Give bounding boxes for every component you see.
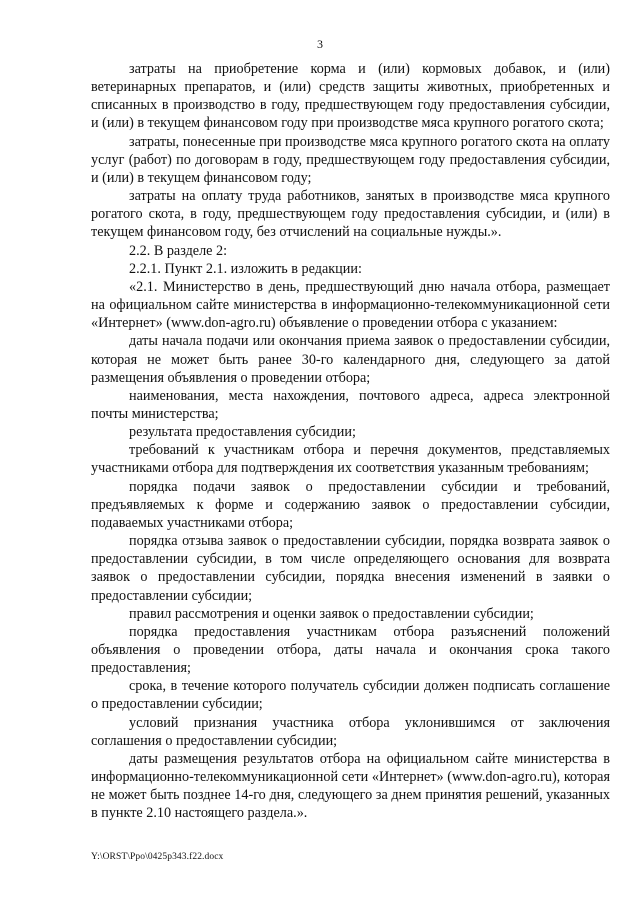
paragraph: даты начала подачи или окончания приема заявок о предоставлении субсидии, которая не может быть ранее 30-го календарного дня, следующего за датой размещения объявления о проведении отбора; xyxy=(91,333,610,386)
paragraph: порядка подачи заявок о предоставлении субсидии и требований, предъявляемых к форме и содержанию заявок о предоставлении субсидии, подаваемых участниками отбора; xyxy=(91,478,610,531)
paragraph: даты размещения результатов отбора на официальном сайте министерства в информационно-телекоммуникационной сети «Интернет» (www.don-agro.ru), которая не может быть позднее 14-го дня, следующего за днем принятия решений, указанных в пункте 2.10 настоящего раздела.». xyxy=(91,750,610,822)
footer-file-path: Y:\ORST\Ppo\0425p343.f22.docx xyxy=(91,852,224,862)
paragraph: затраты на оплату труда работников, занятых в производстве мяса крупного рогатого скота, в году, предшествующем году предоставления субсидии, и (или) в текущем финансовом году, без отчислений на социальные нужды.». xyxy=(91,188,610,241)
page-number: 3 xyxy=(317,37,323,51)
document-body xyxy=(91,60,610,823)
paragraph: затраты, понесенные при производстве мяса крупного рогатого скота на оплату услуг (работ) по договорам в году, предшествующем году предоставления субсидии, и (или) в текущем финансовом году; xyxy=(91,133,610,186)
paragraph: 2.2. В разделе 2: xyxy=(129,242,228,259)
paragraph: затраты на приобретение корма и (или) кормовых добавок, и (или) ветеринарных препаратов, и (или) средств защиты животных, приобретенных и списанных в производство в году, предшествующем году предоставления субсидии, и (или) в текущем финансовом году при производстве мяса крупного рогатого скота; xyxy=(91,61,610,132)
paragraph: 2.2.1. Пункт 2.1. изложить в редакции: xyxy=(129,260,362,277)
paragraph: правил рассмотрения и оценки заявок о предоставлении субсидии; xyxy=(129,605,534,622)
paragraph: «2.1. Министерство в день, предшествующий дню начала отбора, размещает на официальном сайте министерства в информационно-телекоммуникационной сети «Интернет» (www.don-agro.ru) объявление о проведении отбора с указанием: xyxy=(91,278,610,332)
paragraph: наименования, места нахождения, почтового адреса, адреса электронной почты министерства; xyxy=(91,387,610,422)
paragraph: порядка отзыва заявок о предоставлении субсидии, порядка возврата заявок о предоставлении субсидии, в том числе определяющего основания для возврата заявок о предоставлении субсидии, порядка внесения изменений в заявки о предоставлении субсидии; xyxy=(91,533,610,604)
paragraph: результата предоставления субсидии; xyxy=(129,424,356,441)
paragraph: условий признания участника отбора уклонившимся от заключения соглашения о предоставлении субсидии; xyxy=(91,714,610,749)
paragraph: требований к участникам отбора и перечня документов, представляемых участниками отбора для подтверждения их соответствия указанным требованиям; xyxy=(91,442,610,477)
paragraph: срока, в течение которого получатель субсидии должен подписать соглашение о предоставлении субсидии; xyxy=(91,678,610,713)
paragraph: порядка предоставления участникам отбора разъяснений положений объявления о проведении отбора, даты начала и окончания срока такого предоставления; xyxy=(91,623,610,677)
